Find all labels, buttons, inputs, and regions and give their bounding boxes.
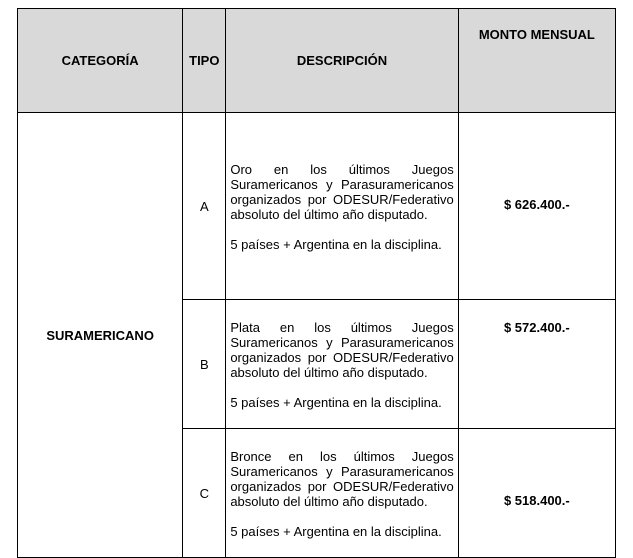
monto-cell: $ 518.400.- xyxy=(458,429,615,558)
monto-cell: $ 626.400.- xyxy=(458,113,615,300)
descripcion-cell xyxy=(226,300,458,429)
table-row xyxy=(18,113,616,300)
header-descripcion: DESCRIPCIÓN xyxy=(226,9,458,113)
header-categoria: CATEGORÍA xyxy=(18,9,183,113)
header-monto: MONTO MENSUAL xyxy=(458,9,615,113)
descripcion-cell xyxy=(226,113,458,300)
tipo-cell: C xyxy=(183,429,226,558)
descripcion-note: 5 países + Argentina en la disciplina. xyxy=(230,395,442,410)
scholarship-table xyxy=(17,8,616,558)
tipo-cell: A xyxy=(183,113,226,300)
monto-cell: $ 572.400.- xyxy=(458,300,615,429)
categoria-cell: SURAMERICANO xyxy=(18,113,183,558)
header-tipo: TIPO xyxy=(183,9,226,113)
descripcion-text: Plata en los últimos Juegos Suramericanos y Parasuramericanos organizados por ODESUR/Federativo absoluto del último año disputado. xyxy=(230,320,454,380)
table-header-row xyxy=(18,9,616,113)
descripcion-note: 5 países + Argentina en la disciplina. xyxy=(230,237,442,252)
descripcion-note: 5 países + Argentina en la disciplina. xyxy=(230,524,442,539)
descripcion-cell xyxy=(226,429,458,558)
descripcion-text: Oro en los últimos Juegos Suramericanos y Parasuramericanos organizados por ODESUR/Federativo absoluto del último año disputado. xyxy=(230,162,454,222)
descripcion-text: Bronce en los últimos Juegos Suramericanos y Parasuramericanos organizados por ODESUR/Federativo absoluto del último año disputado. xyxy=(230,449,454,509)
tipo-cell: B xyxy=(183,300,226,429)
